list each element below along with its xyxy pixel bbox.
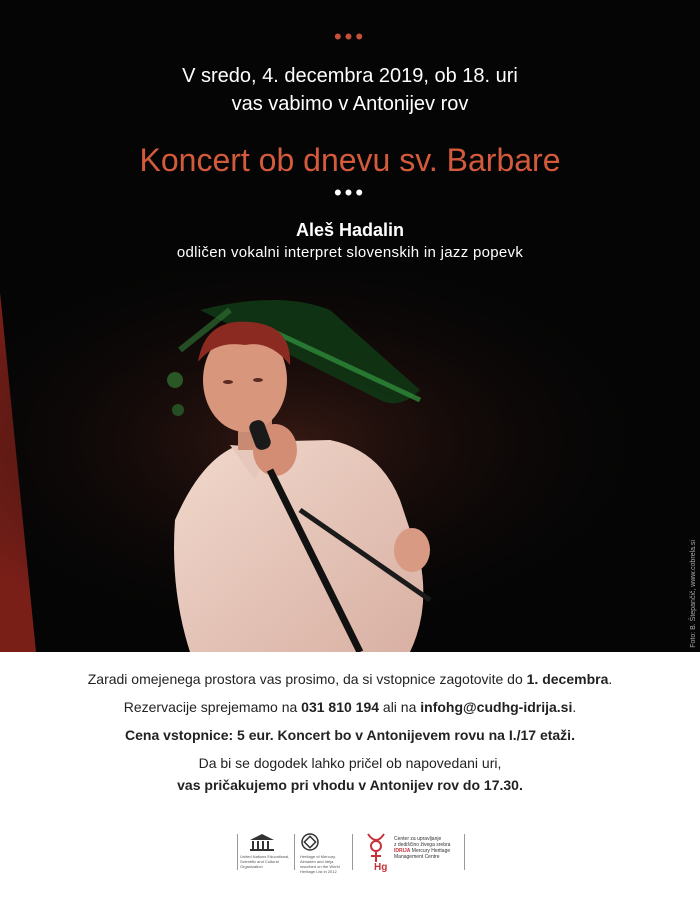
info-text: . <box>572 699 577 715</box>
info-line-price <box>0 724 700 746</box>
ticket-deadline: 1. decembra <box>526 671 609 687</box>
info-text: Zaradi omejenega prostora vas prosimo, da si vstopnice zagotovite do <box>87 671 527 687</box>
mercury-hg-icon <box>362 832 390 872</box>
info-line-tickets <box>0 668 700 690</box>
info-line-reservations <box>0 696 700 718</box>
info-line-arrival-time <box>0 774 700 796</box>
info-text: . <box>608 671 613 687</box>
date-line-2: vas vabimo v Antonijev rov <box>231 93 469 115</box>
hg-line-text: Mercury Heritage <box>410 848 451 854</box>
date-line-1: V sredo, 4. decembra 2019, ob 18. uri <box>182 65 518 87</box>
divider <box>294 834 295 870</box>
heritage-text: Heritage of Mercury. Almadén and Idrija inscribed on the World Heritage List in 2012 <box>300 854 340 874</box>
divider <box>464 834 465 870</box>
info-line-arrival <box>0 752 700 774</box>
unesco-text: United Nations Educational, Scientific and Cultural Organization <box>240 854 290 869</box>
hg-idrija: IDRIJA <box>394 848 411 854</box>
hg-line: Center za upravljanje <box>394 836 442 842</box>
ticket-price: Cena vstopnice: 5 eur. Koncert bo v Antonijevem rovu na I./17 etaži. <box>125 727 575 743</box>
performer-description: odličen vokalni interpret slovenskih in jazz popevk <box>176 244 524 261</box>
event-title: Koncert ob dnevu sv. Barbare <box>139 142 561 178</box>
world-heritage-icon <box>300 832 320 852</box>
hg-line: z dediščino živega srebra <box>394 842 451 848</box>
info-text: ali na <box>379 699 421 715</box>
svg-text:Hg: Hg <box>374 862 388 872</box>
divider <box>237 834 238 870</box>
singer-photo <box>0 270 700 652</box>
event-date <box>0 62 700 118</box>
arrival-time: vas pričakujemo pri vhodu v Antonijev rov do 17.30. <box>177 777 523 793</box>
info-section <box>0 668 700 802</box>
info-text: Rezervacije sprejemamo na <box>123 699 302 715</box>
email-address: infohg@cudhg-idrija.si <box>420 699 573 715</box>
photo-credit: Foto: B. Štepančič, www.cobrela.si <box>690 540 697 648</box>
top-dots: ••• <box>333 24 367 49</box>
info-text: Da bi se dogodek lahko pričel ob napovedani uri, <box>198 755 502 771</box>
hg-line: Management Centre <box>394 854 440 860</box>
logo-bar <box>0 830 700 880</box>
performer-name: Aleš Hadalin <box>295 220 405 240</box>
unesco-icon <box>248 832 276 852</box>
phone-number: 031 810 194 <box>301 699 380 715</box>
hg-centre-text <box>394 836 474 860</box>
middle-dots: ••• <box>333 180 367 205</box>
divider <box>352 834 353 870</box>
